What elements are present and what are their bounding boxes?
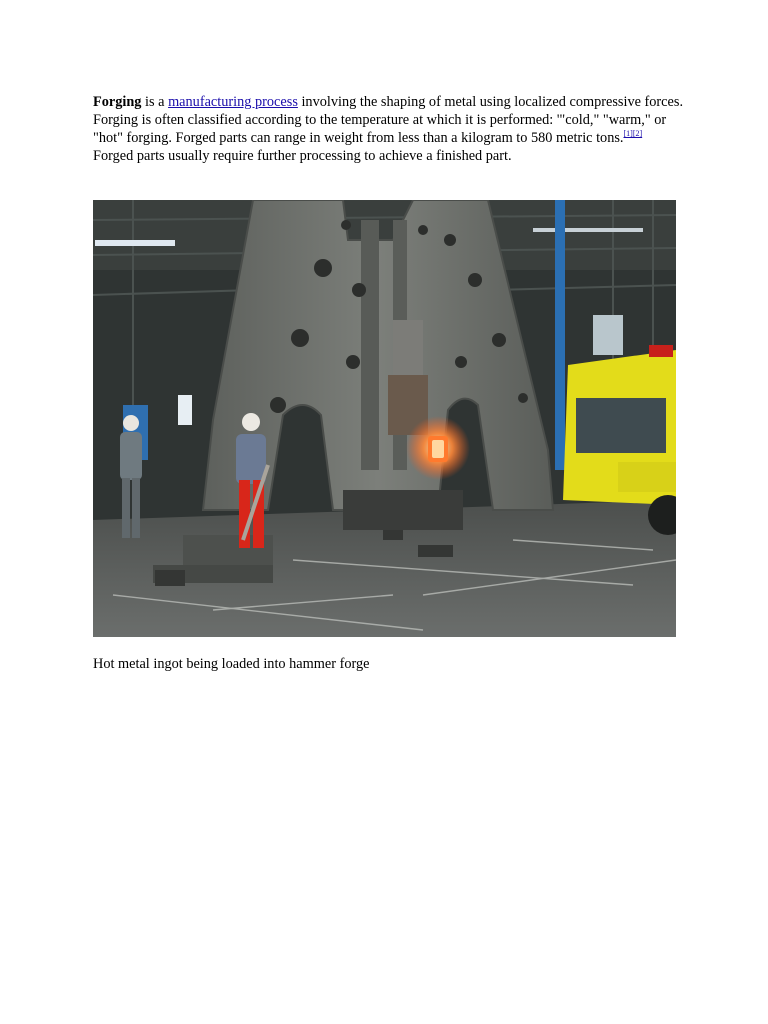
term-forging: Forging (93, 94, 142, 110)
link-manufacturing-process[interactable]: manufacturing process (168, 94, 298, 110)
text-segment: Forged parts usually require further processing to achieve a finished part. (93, 148, 512, 164)
hammer-forge-photo (93, 200, 676, 637)
citation-link[interactable]: [1][2] (623, 129, 643, 138)
text-segment: is a (141, 94, 169, 110)
figure-caption: Hot metal ingot being loaded into hammer forge (93, 656, 370, 672)
text-segment: involving the shaping of metal using localized compressive forces. Forging is often classified according to the temperature at which it is performed: '"cold," "warm," or "hot" forging. Forged parts can range in weight from less than a kilogram to 580 metric tons. (93, 94, 684, 146)
article-paragraph (93, 93, 683, 165)
forge-illustration (93, 200, 676, 637)
